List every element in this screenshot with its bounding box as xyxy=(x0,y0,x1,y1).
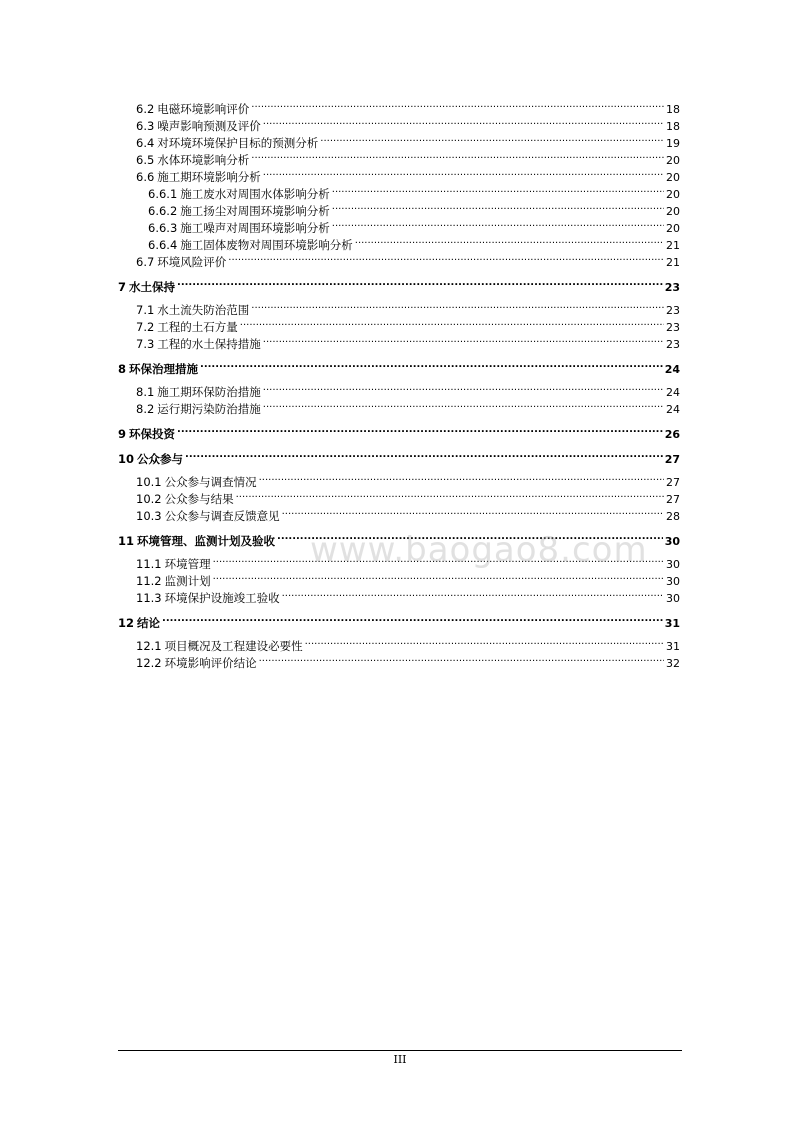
toc-entry-number: 11.3 xyxy=(136,591,162,605)
toc-entry-number: 10 xyxy=(118,452,135,466)
toc-entry-title: 环境保护设施竣工验收 xyxy=(164,591,280,605)
toc-entry-title: 环境影响评价结论 xyxy=(164,656,257,670)
toc-entry-number: 6.2 xyxy=(136,102,155,116)
toc-entry-page: 23 xyxy=(664,281,680,294)
toc-entry-number: 7.1 xyxy=(136,303,155,317)
toc-entry-number: 6.6 xyxy=(136,170,155,184)
toc-dot-leader xyxy=(263,331,664,348)
toc-entry-title: 施工期环保防治措施 xyxy=(157,385,261,399)
toc-entry-number: 12.2 xyxy=(136,656,162,670)
toc-entry-page: 24 xyxy=(664,363,680,376)
page-number: III xyxy=(393,1053,407,1066)
toc-dot-leader xyxy=(320,130,664,147)
toc-dot-leader xyxy=(263,113,664,130)
toc-entry-title: 工程的土石方量 xyxy=(157,320,238,334)
toc-entry-page: 31 xyxy=(664,617,680,630)
toc-entry-page: 18 xyxy=(666,120,680,133)
toc-entry-page: 24 xyxy=(666,403,680,416)
toc-entry-number: 7.3 xyxy=(136,337,155,351)
toc-entry-number: 12.1 xyxy=(136,639,162,653)
toc-entry-title: 环保投资 xyxy=(129,427,176,441)
toc-dot-leader xyxy=(282,585,664,602)
toc-entry-title: 水体环境影响分析 xyxy=(157,153,250,167)
toc-entry-number: 11.2 xyxy=(136,574,162,588)
toc-entry-title: 施工固体废物对周围环境影响分析 xyxy=(180,238,353,252)
footer-divider xyxy=(118,1050,682,1051)
toc-entry-number: 11 xyxy=(118,534,135,548)
toc-entry-page: 20 xyxy=(666,154,680,167)
toc-entry-page: 20 xyxy=(666,222,680,235)
toc-entry-page: 23 xyxy=(666,304,680,317)
toc-entry[interactable] xyxy=(118,356,680,376)
toc-entry-page: 19 xyxy=(666,137,680,150)
toc-dot-leader xyxy=(236,486,664,503)
toc-entry-title: 水土保持 xyxy=(129,280,176,294)
toc-dot-leader xyxy=(263,164,664,181)
toc-dot-leader xyxy=(332,215,664,232)
toc-dot-leader xyxy=(228,249,664,266)
toc-entry-page: 27 xyxy=(666,493,680,506)
toc-entry[interactable] xyxy=(118,274,680,294)
toc-dot-leader xyxy=(332,181,664,198)
toc-entry-number: 9 xyxy=(118,427,127,441)
toc-entry-number: 7.2 xyxy=(136,320,155,334)
toc-entry-title: 公众参与结果 xyxy=(164,492,234,506)
toc-entry-title: 监测计划 xyxy=(164,574,211,588)
toc-entry-page: 30 xyxy=(666,558,680,571)
toc-entry[interactable] xyxy=(118,469,680,489)
toc-entry-page: 20 xyxy=(666,188,680,201)
toc-entry-page: 27 xyxy=(664,453,680,466)
toc-entry-page: 23 xyxy=(666,338,680,351)
toc-dot-leader xyxy=(263,379,664,396)
toc-entry-title: 公众参与 xyxy=(137,452,184,466)
toc-dot-leader xyxy=(332,198,664,215)
toc-entry-page: 26 xyxy=(664,428,680,441)
toc-entry[interactable] xyxy=(118,446,680,466)
toc-dot-leader xyxy=(251,96,664,113)
toc-entry-page: 24 xyxy=(666,386,680,399)
toc-entry-page: 30 xyxy=(664,535,680,548)
toc-entry-page: 23 xyxy=(666,321,680,334)
table-of-contents xyxy=(118,96,680,670)
toc-entry-page: 21 xyxy=(666,239,680,252)
toc-dot-leader xyxy=(251,297,664,314)
toc-dot-leader xyxy=(259,469,664,486)
toc-dot-leader xyxy=(263,396,664,413)
toc-entry-number: 10.3 xyxy=(136,509,162,523)
toc-entry[interactable] xyxy=(118,297,680,317)
toc-entry-number: 6.5 xyxy=(136,153,155,167)
toc-entry-number: 8.1 xyxy=(136,385,155,399)
toc-entry[interactable] xyxy=(118,96,680,116)
toc-entry-title: 噪声影响预测及评价 xyxy=(157,119,261,133)
toc-entry-title: 公众参与调查反馈意见 xyxy=(164,509,280,523)
toc-entry-number: 11.1 xyxy=(136,557,162,571)
toc-entry-title: 环境管理、监测计划及验收 xyxy=(137,534,276,548)
toc-dot-leader xyxy=(177,421,663,438)
toc-dot-leader xyxy=(259,650,664,667)
toc-dot-leader xyxy=(213,568,664,585)
toc-entry-title: 公众参与调查情况 xyxy=(164,475,257,489)
toc-dot-leader xyxy=(200,356,663,373)
toc-entry-page: 21 xyxy=(666,256,680,269)
toc-entry-title: 电磁环境影响评价 xyxy=(157,102,250,116)
toc-entry-number: 6.6.4 xyxy=(148,238,178,252)
toc-dot-leader xyxy=(177,274,663,291)
toc-entry-page: 32 xyxy=(666,657,680,670)
toc-dot-leader xyxy=(185,446,663,463)
toc-dot-leader xyxy=(251,147,664,164)
toc-entry-number: 6.3 xyxy=(136,119,155,133)
toc-entry-page: 20 xyxy=(666,205,680,218)
toc-entry-number: 6.7 xyxy=(136,255,155,269)
toc-entry-page: 28 xyxy=(666,510,680,523)
toc-entry-page: 30 xyxy=(666,575,680,588)
toc-dot-leader xyxy=(162,610,663,627)
toc-entry-page: 30 xyxy=(666,592,680,605)
toc-dot-leader xyxy=(282,503,664,520)
toc-entry-number: 6.6.3 xyxy=(148,221,178,235)
toc-entry-number: 10.1 xyxy=(136,475,162,489)
toc-dot-leader xyxy=(305,633,664,650)
toc-entry-page: 31 xyxy=(666,640,680,653)
toc-entry-number: 8 xyxy=(118,362,127,376)
toc-dot-leader xyxy=(240,314,664,331)
toc-entry-page: 20 xyxy=(666,171,680,184)
toc-dot-leader xyxy=(355,232,664,249)
toc-entry-title: 施工扬尘对周围环境影响分析 xyxy=(180,204,330,218)
toc-entry-title: 水土流失防治范围 xyxy=(157,303,250,317)
toc-entry[interactable] xyxy=(118,421,680,441)
toc-entry-number: 6.6.1 xyxy=(148,187,178,201)
toc-entry[interactable] xyxy=(118,633,680,653)
toc-entry[interactable] xyxy=(118,379,680,399)
toc-entry-title: 施工噪声对周围环境影响分析 xyxy=(180,221,330,235)
toc-entry-title: 项目概况及工程建设必要性 xyxy=(164,639,303,653)
toc-entry-number: 7 xyxy=(118,280,127,294)
toc-entry-number: 6.6.2 xyxy=(148,204,178,218)
toc-entry-number: 12 xyxy=(118,616,135,630)
toc-entry-title: 环保治理措施 xyxy=(129,362,199,376)
toc-entry-title: 工程的水土保持措施 xyxy=(157,337,261,351)
toc-entry-title: 结论 xyxy=(137,616,161,630)
toc-entry-page: 27 xyxy=(666,476,680,489)
toc-entry-title: 环境管理 xyxy=(164,557,211,571)
toc-entry-title: 运行期污染防治措施 xyxy=(157,402,261,416)
toc-entry-title: 对环境环境保护目标的预测分析 xyxy=(157,136,319,150)
toc-entry-title: 施工废水对周围水体影响分析 xyxy=(180,187,330,201)
watermark: www.baogao8.com xyxy=(310,530,648,570)
toc-entry-page: 18 xyxy=(666,103,680,116)
toc-entry-number: 8.2 xyxy=(136,402,155,416)
toc-entry-number: 6.4 xyxy=(136,136,155,150)
toc-entry[interactable] xyxy=(118,610,680,630)
toc-entry-title: 施工期环境影响分析 xyxy=(157,170,261,184)
toc-entry-title: 环境风险评价 xyxy=(157,255,227,269)
toc-entry-number: 10.2 xyxy=(136,492,162,506)
